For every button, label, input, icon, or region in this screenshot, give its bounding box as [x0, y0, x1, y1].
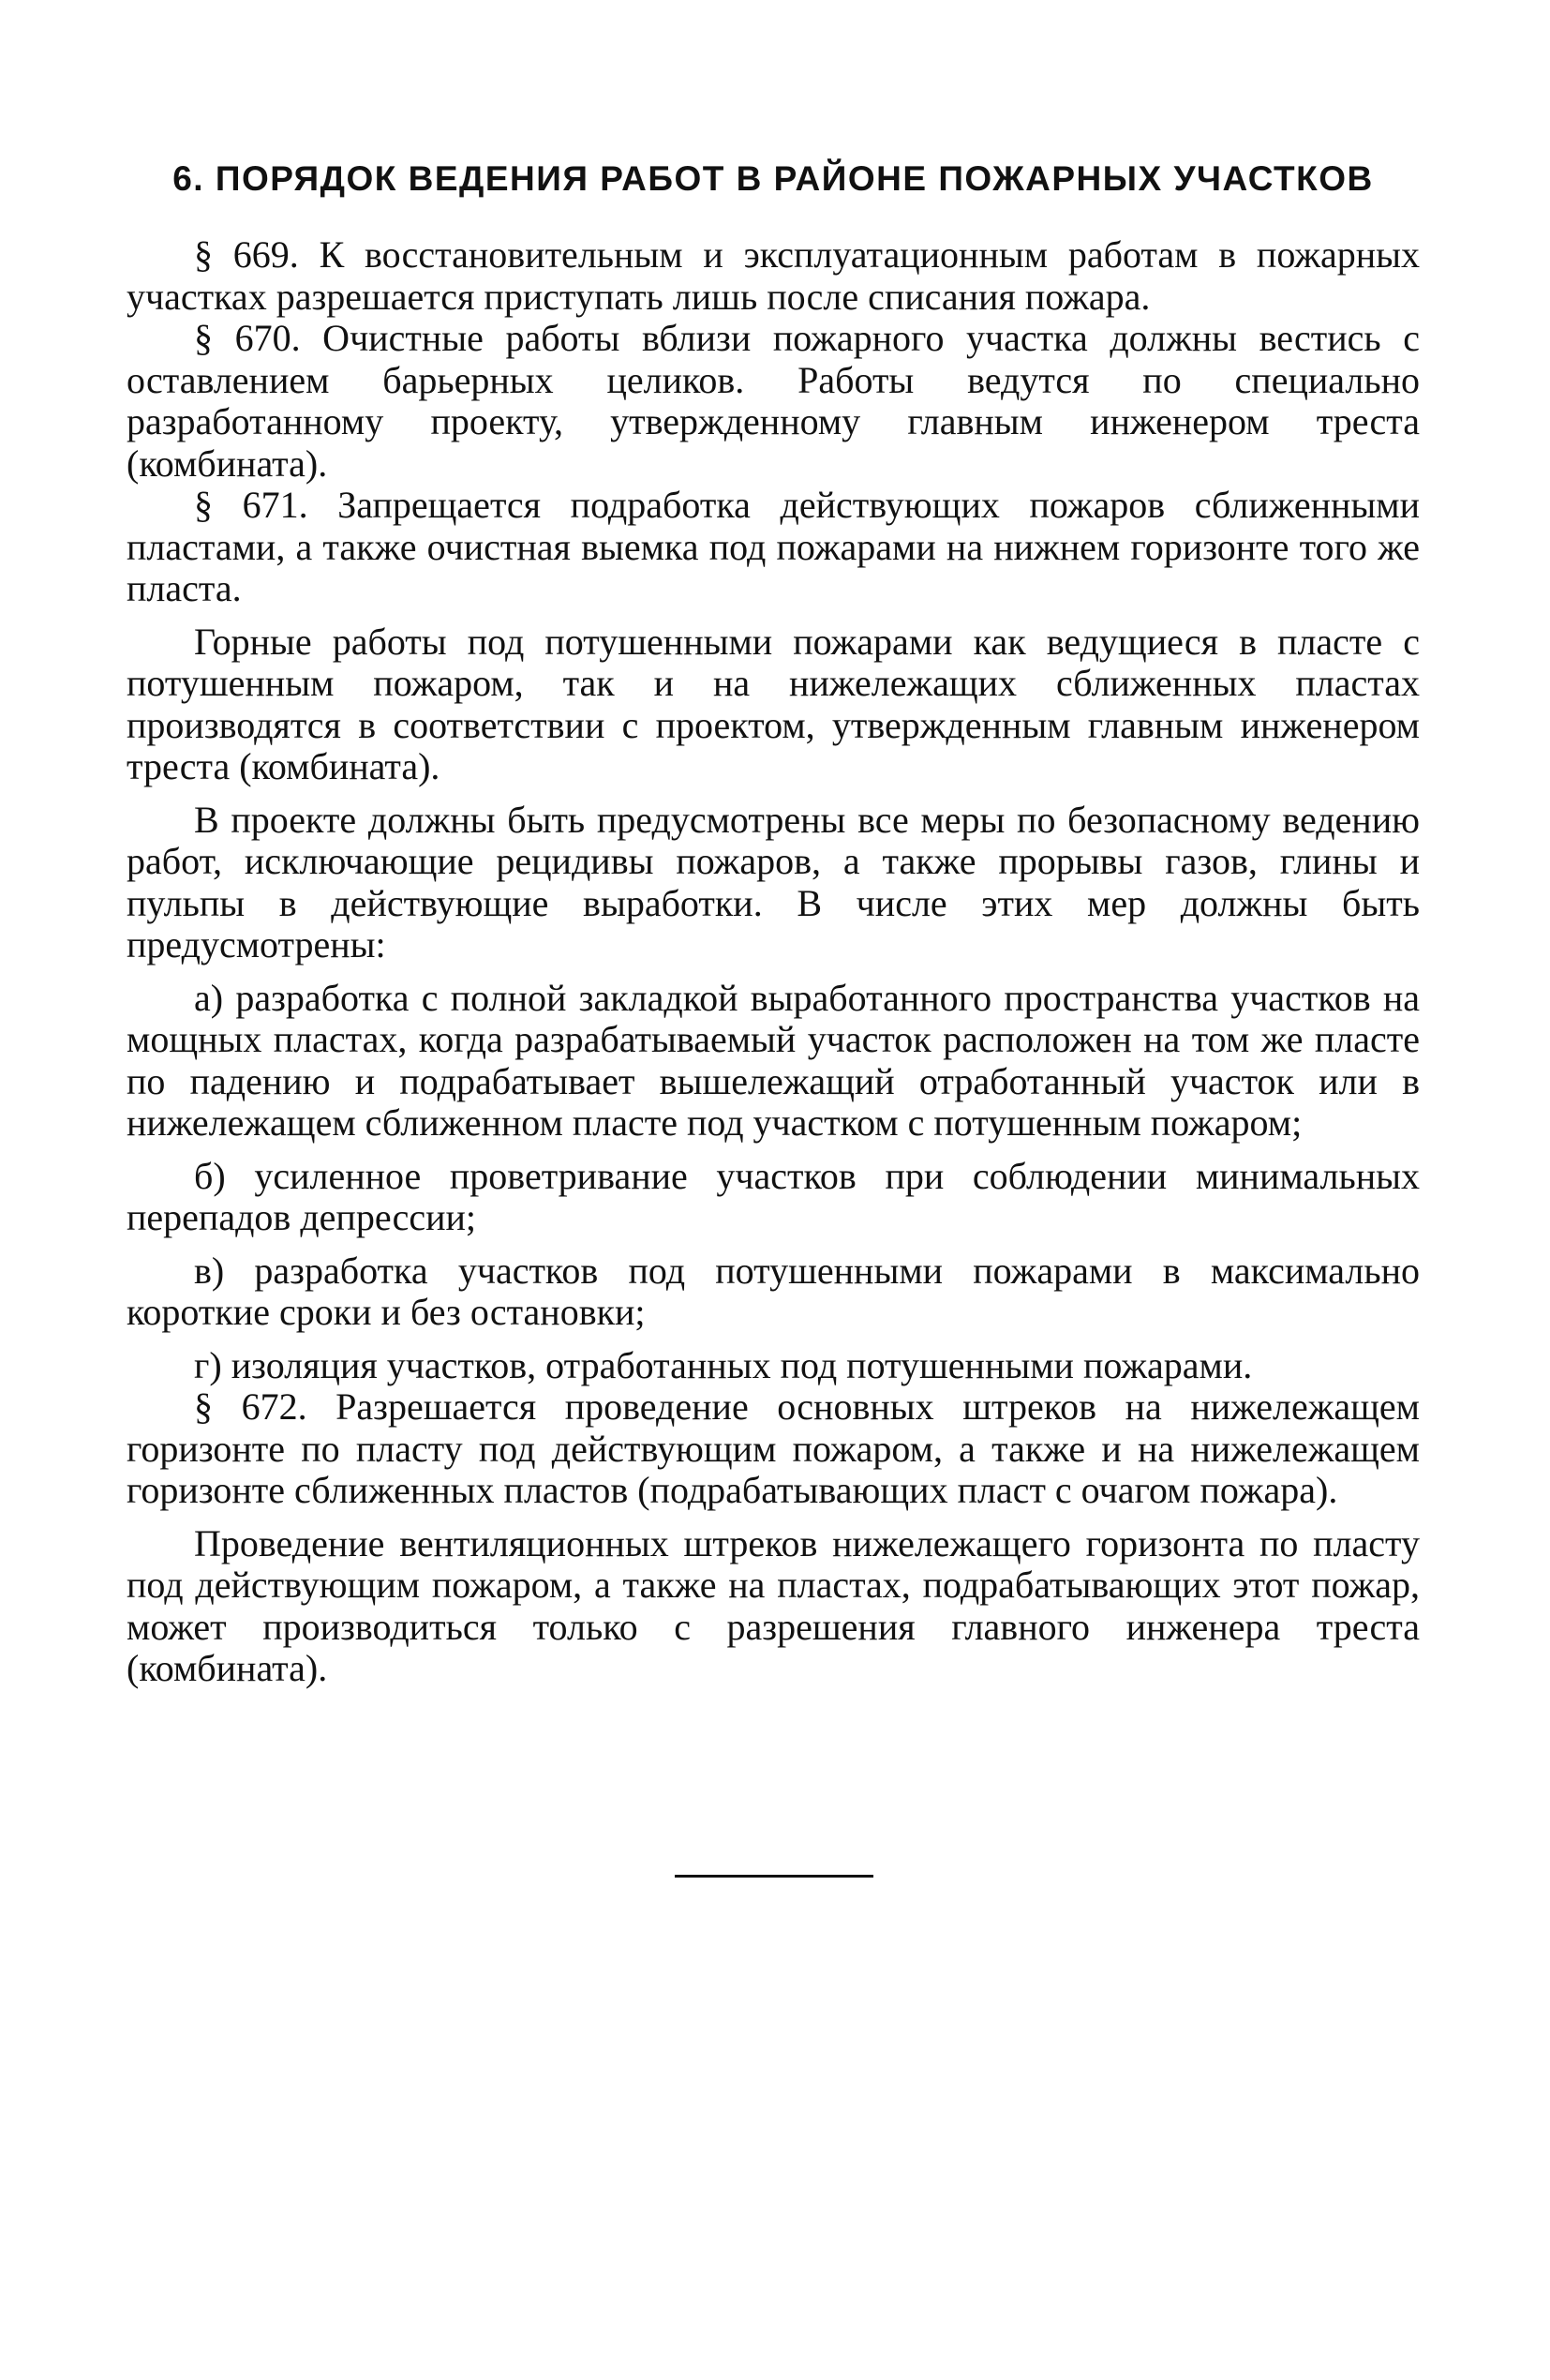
paragraph-project-measures: В проекте должны быть предусмотрены все меры по безопасному ведению работ, исключающие рецидивы пожаров, а также прорывы газов, глины и пульпы в действующие выработки. В числе этих мер должны быть предусмотрены:: [127, 798, 1420, 965]
end-rule-divider: [675, 1875, 873, 1878]
paragraph-669: § 669. К восстановительным и эксплуатационным работам в пожарных участках разрешается приступать лишь после списания пожара.: [127, 233, 1420, 318]
document-page: [127, 159, 1420, 1690]
list-item-g: г) изоляция участков, отработанных под потушенными пожарами.: [194, 1343, 1253, 1386]
paragraph-672: § 672. Разрешается проведение основных штреков на нижележащем горизонте по пласту под действующим пожаром, а также и на нижележащем горизонте сближенных пластов (подрабатывающих пласт с очагом пожара).: [127, 1385, 1420, 1511]
list-item-b: б) усиленное проветривание участков при соблюдении минимальных перепадов депрессии;: [127, 1154, 1420, 1238]
paragraph-ventilation-drifts: Проведение вентиляционных штреков нижележащего горизонта по пласту под действующим пожаром, а также на пластах, подрабатывающих этот пожар, может производиться только с разрешения главного инженера треста (комбината).: [127, 1521, 1420, 1689]
list-item-v: в) разработка участков под потушенными пожарами в максимально короткие сроки и без остановки;: [127, 1249, 1420, 1333]
paragraph-670: § 670. Очистные работы вблизи пожарного участка должны вестись с оставлением барьерных целиков. Работы ведутся по специально разработанному проекту, утвержденному главным инженером треста (комбината).: [127, 317, 1420, 485]
section-title: 6. ПОРЯДОК ВЕДЕНИЯ РАБОТ В РАЙОНЕ ПОЖАРНЫХ УЧАСТКОВ: [172, 159, 1374, 198]
list-item-a: а) разработка с полной закладкой выработанного пространства участков на мощных пластах, когда разрабатываемый участок расположен на том же пласте по падению и подрабатывает вышележащий отработанный участок или в нижележащем сближенном пласте под участком с потушенным пожаром;: [127, 976, 1420, 1144]
paragraph-mining-under-fires: Горные работы под потушенными пожарами как ведущиеся в пласте с потушенным пожаром, так и на нижележащих сближенных пластах производятся в соответствии с проектом, утвержденным главным инженером треста (комбината).: [127, 620, 1420, 787]
paragraph-671: § 671. Запрещается подработка действующих пожаров сближенными пластами, а также очистная выемка под пожарами на нижнем горизонте того же пласта.: [127, 484, 1420, 609]
